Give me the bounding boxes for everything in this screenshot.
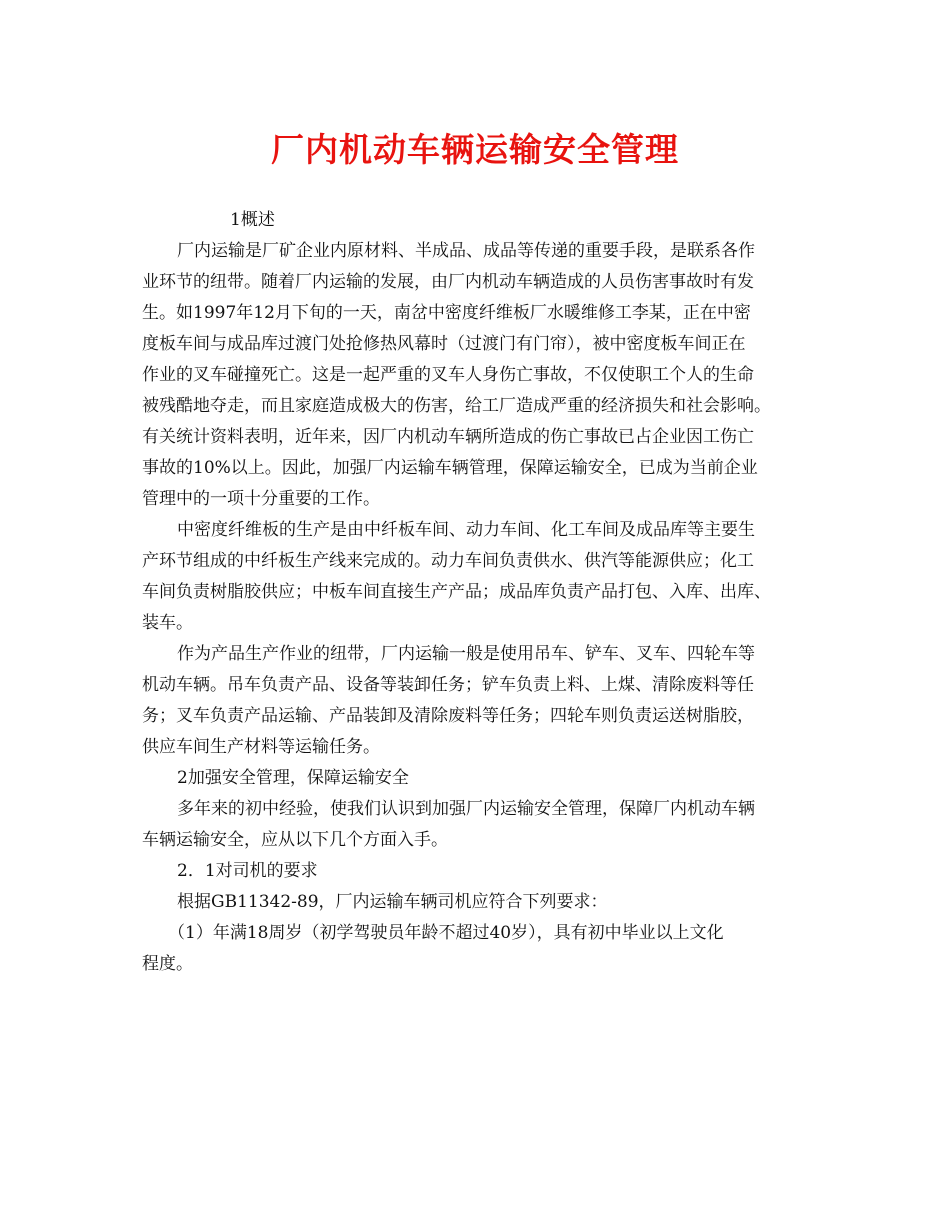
subsection-heading-driver: 2．1对司机的要求 <box>177 861 318 881</box>
paragraph-line: 作为产品生产作业的纽带，厂内运输一般是使用吊车、铲车、叉车、四轮车等 <box>177 644 755 664</box>
paragraph-line: 作业的叉车碰撞死亡。这是一起严重的叉车人身伤亡事故，不仅使职工个人的生命 <box>142 365 754 385</box>
section-heading-safety: 2加强安全管理，保障运输安全 <box>177 768 409 788</box>
paragraph-line: 生。如1997年12月下旬的一天，南岔中密度纤维板厂水暖维修工李某，正在中密 <box>142 303 751 323</box>
paragraph-requirement-1 <box>142 918 832 980</box>
paragraph-line: 事故的10%以上。因此，加强厂内运输车辆管理，保障运输安全，已成为当前企业 <box>142 458 758 478</box>
paragraph-line: 厂内运输是厂矿企业内原材料、半成品、成品等传递的重要手段，是联系各作 <box>177 241 755 261</box>
paragraph-line: 车辆运输安全，应从以下几个方面入手。 <box>142 830 448 850</box>
paragraph-line: 中密度纤维板的生产是由中纤板车间、动力车间、化工车间及成品库等主要生 <box>177 520 755 540</box>
paragraph-line: 务；叉车负责产品运输、产品装卸及清除废料等任务；四轮车则负责运送树脂胶， <box>142 706 754 726</box>
paragraph-vehicles <box>142 639 832 763</box>
paragraph-line: 车间负责树脂胶供应；中板车间直接生产产品；成品库负责产品打包、入库、出库、 <box>142 582 771 602</box>
document-title: 厂内机动车辆运输安全管理 <box>271 130 679 169</box>
paragraph-line: （1）年满18周岁（初学驾驶员年龄不超过40岁），具有初中毕业以上文化 <box>168 923 724 943</box>
paragraph-line: 产环节组成的中纤板生产线来完成的。动力车间负责供水、供汽等能源供应；化工 <box>142 551 754 571</box>
paragraph-production <box>142 515 832 639</box>
paragraph-line: 管理中的一项十分重要的工作。 <box>142 489 380 509</box>
paragraph-line: 业环节的纽带。随着厂内运输的发展，由厂内机动车辆造成的人员伤害事故时有发 <box>142 272 754 292</box>
paragraph-line: 机动车辆。吊车负责产品、设备等装卸任务；铲车负责上料、上煤、清除废料等任 <box>142 675 754 695</box>
paragraph-line: 供应车间生产材料等运输任务。 <box>142 737 380 757</box>
paragraph-line: 多年来的初中经验，使我们认识到加强厂内运输安全管理，保障厂内机动车辆 <box>177 799 755 819</box>
paragraph-line: 度板车间与成品库过渡门处抢修热风幕时（过渡门有门帘），被中密度板车间正在 <box>142 334 746 354</box>
paragraph-standard: 根据GB11342-89，厂内运输车辆司机应符合下列要求： <box>177 892 608 912</box>
paragraph-intro <box>142 236 832 515</box>
paragraph-line: 被残酷地夺走，而且家庭造成极大的伤害，给工厂造成严重的经济损失和社会影响。 <box>142 396 771 416</box>
paragraph-line: 有关统计资料表明，近年来，因厂内机动车辆所造成的伤亡事故已占企业因工伤亡 <box>142 427 754 447</box>
paragraph-line: 装车。 <box>142 613 193 633</box>
paragraph-line: 程度。 <box>142 954 193 974</box>
document-body <box>142 205 832 980</box>
section-heading-overview: 1概述 <box>230 210 275 230</box>
paragraph-experience <box>142 794 832 856</box>
